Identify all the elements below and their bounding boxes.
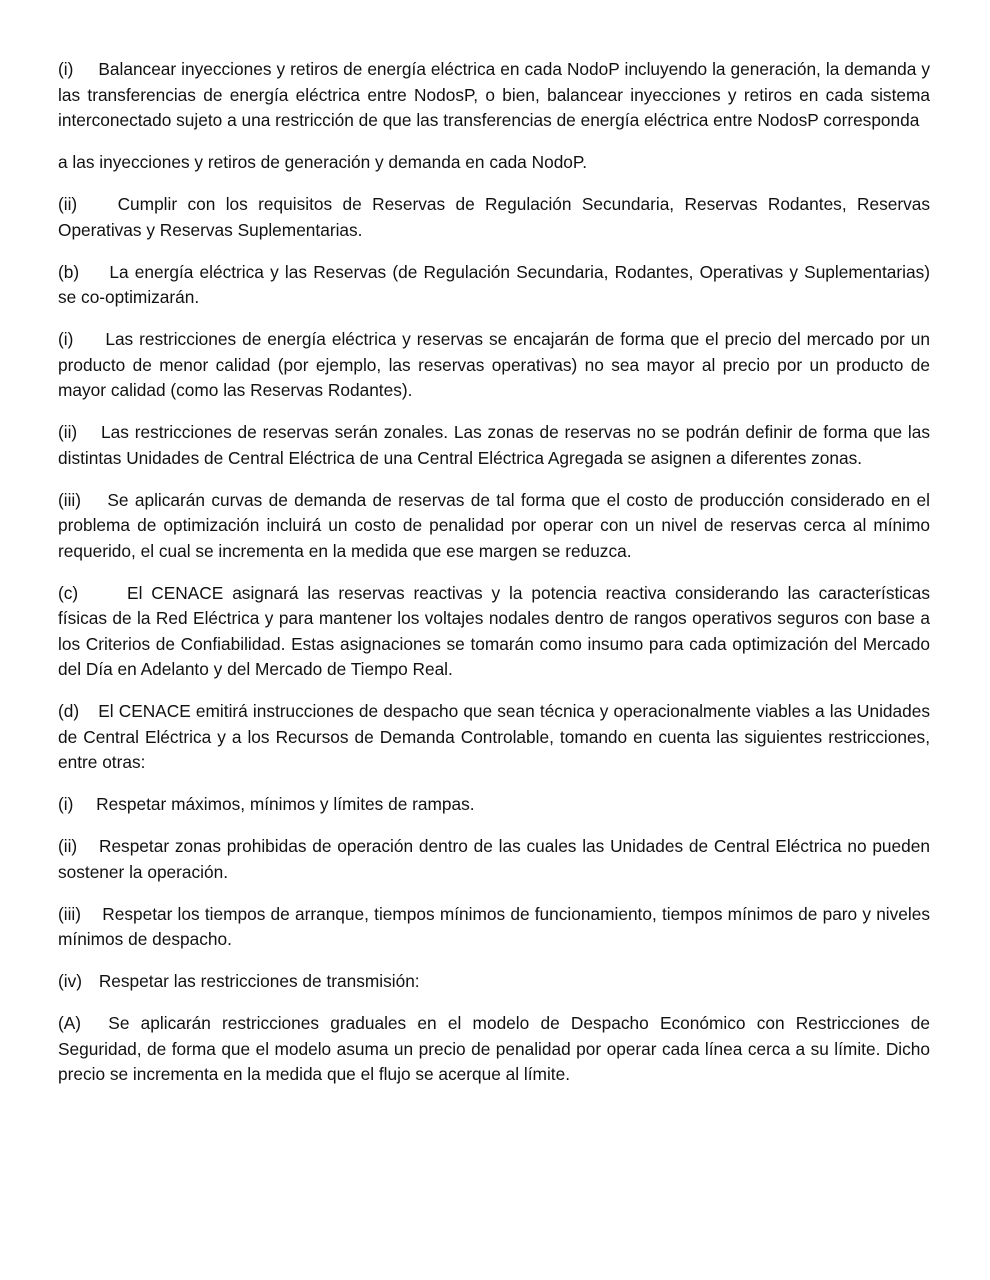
paragraph-text: El CENACE asignará las reservas reactivas y la potencia reactiva considerando las características físicas de la Red Eléctrica y para mantener los voltajes nodales dentro de rangos operativos seguros con base a los Criterios de Confiabilidad. Estas asignaciones se tomarán como insumo para cada optimización del Mercado del Día en Adelanto y del Mercado de Tiempo Real. [58, 582, 930, 679]
paragraph-label: (ii) [58, 194, 78, 214]
paragraph-text: Se aplicarán curvas de demanda de reservas de tal forma que el costo de producción considerado en el problema de optimización incluirá un costo de penalidad por operar con un nivel de reservas cerca al mínimo requerido, el cual se incrementa en la medida que ese margen se reduzca. [58, 489, 930, 561]
paragraph [58, 834, 930, 885]
paragraph-text: El CENACE emitirá instrucciones de despacho que sean técnica y operacionalmente viables a las Unidades de Central Eléctrica y a los Recursos de Demanda Controlable, tomando en cuenta las siguientes restricciones, entre otras: [58, 701, 930, 772]
paragraph [58, 57, 930, 134]
paragraph-label: (i) [58, 59, 74, 79]
document-page [58, 57, 930, 1104]
paragraph-text: Respetar máximos, mínimos y límites de rampas. [96, 794, 475, 814]
paragraph-label: (A) [58, 1013, 82, 1033]
paragraph-text: Respetar los tiempos de arranque, tiempos mínimos de funcionamiento, tiempos mínimos de paro y niveles mínimos de despacho. [58, 903, 930, 949]
paragraph [58, 488, 930, 565]
paragraph-label: (iv) [58, 971, 82, 991]
paragraph-label: (ii) [58, 422, 78, 442]
paragraph-text: Las restricciones de reservas serán zonales. Las zonas de reservas no se podrán definir de forma que las distintas Unidades de Central Eléctrica de una Central Eléctrica Agregada se asignen a diferentes zonas. [58, 422, 930, 468]
paragraph-label: (i) [58, 329, 74, 349]
paragraph [58, 969, 930, 995]
paragraph [58, 902, 930, 953]
paragraph-label: (iii) [58, 903, 82, 924]
paragraph-text: La energía eléctrica y las Reservas (de Regulación Secundaria, Rodantes, Operativas y Suplementarias) se co-optimizarán. [58, 261, 931, 307]
paragraph-label: (c) [58, 582, 79, 603]
paragraph [58, 192, 930, 243]
paragraph-text: Respetar zonas prohibidas de operación dentro de las cuales las Unidades de Central Eléctrica no pueden sostener la operación. [58, 836, 930, 882]
paragraph [58, 699, 930, 776]
paragraph-label: (iii) [58, 489, 82, 510]
paragraph-text: Balancear inyecciones y retiros de energía eléctrica en cada NodoP incluyendo la generación, la demanda y las transferencias de energía eléctrica entre NodosP, o bien, balancear inyecciones y retiros en cada sistema interconectado sujeto a una restricción de que las transferencias de energía eléctrica entre NodosP corresponda [58, 59, 930, 130]
paragraph-label: (d) [58, 701, 80, 721]
paragraph-text: Las restricciones de energía eléctrica y reservas se encajarán de forma que el precio del mercado por un producto de menor calidad (por ejemplo, las reservas operativas) no sea mayor al precio por un producto de mayor calidad (como las Reservas Rodantes). [58, 329, 930, 400]
paragraph [58, 581, 930, 683]
paragraph-text: Se aplicarán restricciones graduales en el modelo de Despacho Económico con Restricciones de Seguridad, de forma que el modelo asuma un precio de penalidad por operar cada línea cerca a su límite. Dicho precio se incrementa en la medida que el flujo se acerque al límite. [58, 1013, 930, 1084]
paragraph [58, 150, 930, 176]
paragraph [58, 792, 930, 818]
paragraph [58, 420, 930, 471]
paragraph [58, 260, 930, 311]
paragraph-text: a las inyecciones y retiros de generación y demanda en cada NodoP. [58, 152, 588, 172]
paragraph-text: Cumplir con los requisitos de Reservas de Regulación Secundaria, Reservas Rodantes, Reservas Operativas y Reservas Suplementarias. [58, 194, 930, 240]
paragraph-label: (ii) [58, 836, 78, 856]
paragraph-text: Respetar las restricciones de transmisión: [98, 971, 420, 991]
paragraph-label: (i) [58, 794, 74, 814]
paragraph-label: (b) [58, 261, 80, 282]
paragraph [58, 1011, 930, 1088]
paragraph [58, 327, 930, 404]
